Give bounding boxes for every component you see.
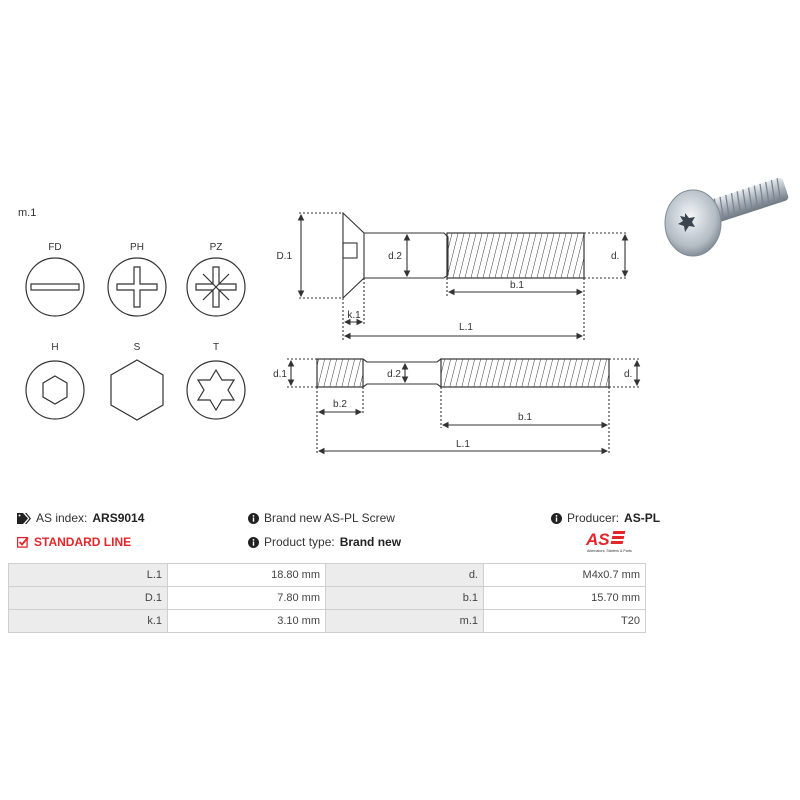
spec-value: 3.10 mm (168, 610, 326, 633)
spec-value: 18.80 mm (168, 564, 326, 587)
table-row (9, 587, 646, 610)
info-circle-icon (248, 537, 259, 548)
spec-key: L.1 (9, 564, 168, 587)
dim-label-D1: D.1 (276, 251, 292, 262)
spec-value: 15.70 mm (484, 587, 646, 610)
producer-value: AS-PL (624, 511, 661, 525)
producer-label: Producer: (567, 511, 620, 525)
as-index-label: AS index: (36, 511, 88, 525)
dim-label-b1-stud: b.1 (518, 412, 532, 423)
dim-label-k1: k.1 (347, 310, 361, 321)
product-photo (655, 155, 800, 270)
dim-label-L1-stud: L.1 (456, 439, 470, 450)
spec-table (8, 563, 646, 633)
drive-label-fd: FD (48, 242, 62, 253)
dim-label-d-stud: d. (624, 369, 633, 380)
logo-tagline: Alternators, Starters & Parts (587, 549, 632, 553)
as-pl-logo (585, 528, 650, 555)
as-index (17, 511, 144, 525)
tags-icon (17, 513, 31, 524)
info-circle-icon (248, 513, 259, 524)
spec-key: d. (326, 564, 484, 587)
drive-label-s: S (133, 342, 141, 353)
product-type-label: Product type: (264, 535, 335, 549)
screw-dimension-drawings (270, 200, 650, 470)
hex-head-icon (111, 360, 163, 420)
table-row (9, 610, 646, 633)
spec-key: m.1 (326, 610, 484, 633)
checkbox-checked-icon (17, 536, 29, 548)
drive-label-ph: PH (130, 242, 144, 253)
product-description (248, 511, 395, 525)
standard-line-badge (17, 535, 131, 549)
drive-label-t: T (212, 342, 220, 353)
dim-label-b2: b.2 (333, 399, 347, 410)
drive-label-pz: PZ (209, 242, 223, 253)
as-index-value: ARS9014 (92, 511, 145, 525)
product-type (248, 535, 401, 549)
dim-label-d2-stud: d.2 (387, 369, 401, 380)
phillips-drive-icon (108, 258, 166, 316)
description-text: Brand new AS-PL Screw (264, 511, 395, 525)
spec-value: 7.80 mm (168, 587, 326, 610)
svg-text:AS: AS (586, 530, 610, 549)
dim-label-d1: d.1 (273, 369, 287, 380)
table-row (9, 564, 646, 587)
pozidriv-drive-icon (187, 258, 245, 316)
dim-label-d: d. (611, 251, 620, 262)
product-type-value: Brand new (339, 535, 402, 549)
torx-drive-icon (187, 361, 245, 419)
m1-label: m.1 (18, 207, 37, 219)
dim-label-d2: d.2 (388, 251, 402, 262)
flat-slot-drive-icon (26, 258, 84, 316)
dim-label-L1: L.1 (459, 322, 473, 333)
drive-label-h: H (51, 342, 59, 353)
producer (551, 511, 660, 525)
dim-label-b1: b.1 (510, 280, 524, 291)
spec-key: b.1 (326, 587, 484, 610)
hex-socket-drive-icon (26, 361, 84, 419)
standard-line-label: STANDARD LINE (34, 535, 132, 549)
info-circle-icon (551, 513, 562, 524)
drive-types-panel (0, 230, 270, 430)
spec-key: D.1 (9, 587, 168, 610)
spec-value: T20 (484, 610, 646, 633)
spec-value: M4x0.7 mm (484, 564, 646, 587)
spec-key: k.1 (9, 610, 168, 633)
